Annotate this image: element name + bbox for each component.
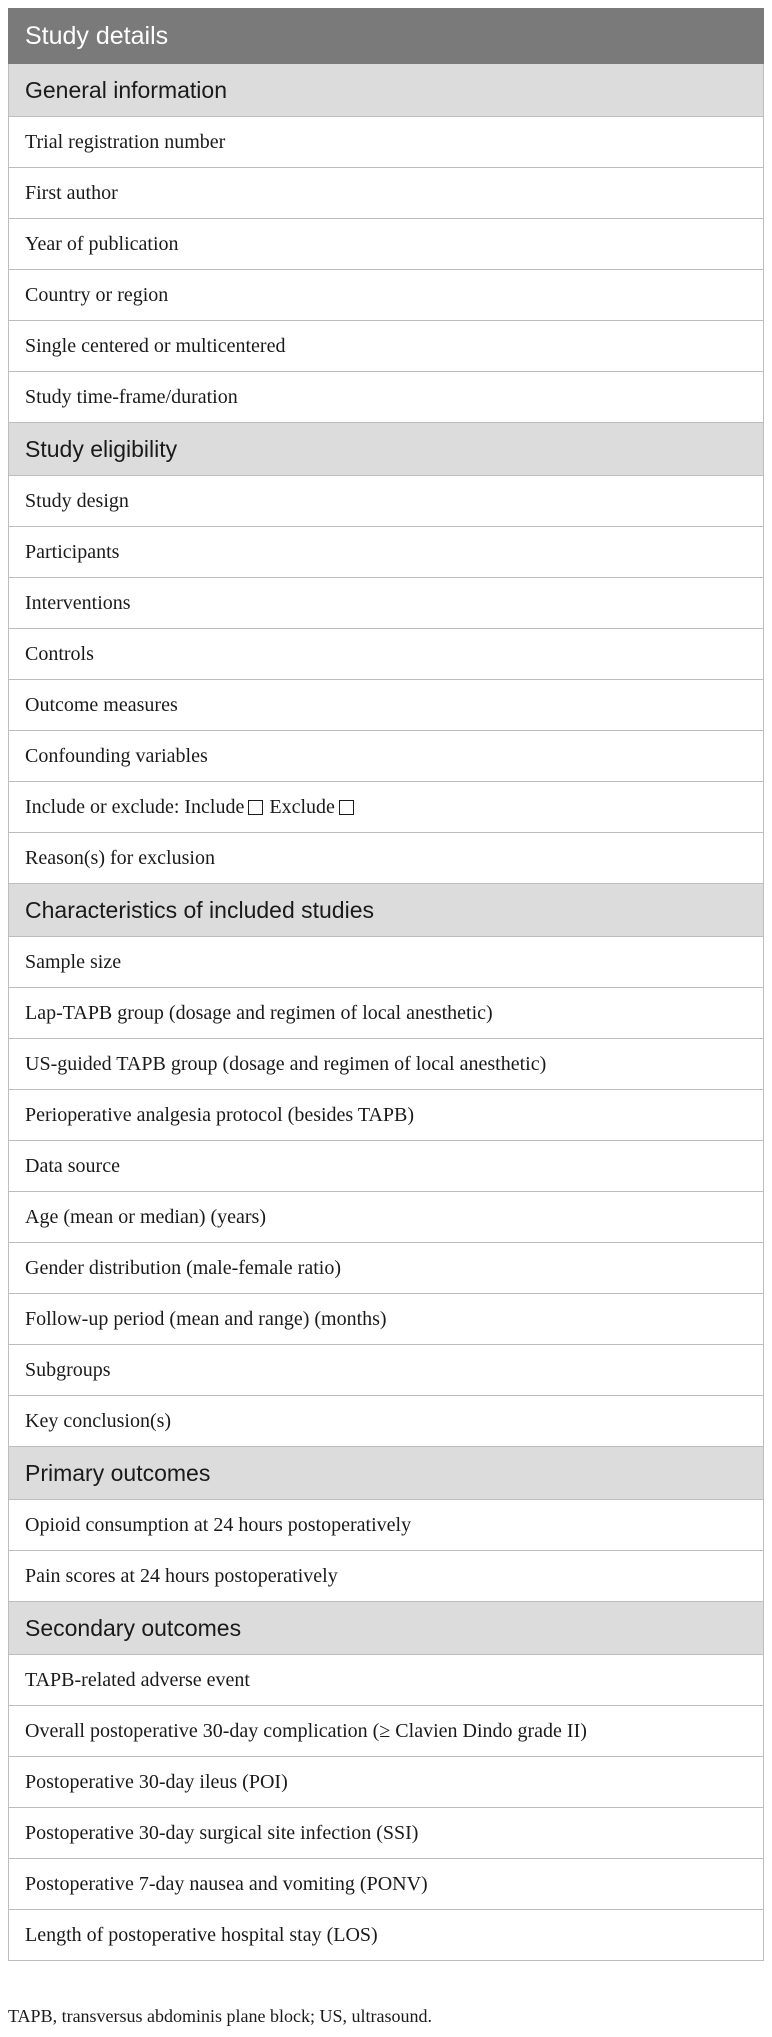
include-exclude-prefix: Include or exclude: <box>25 795 180 818</box>
item-label: Follow-up period (mean and range) (months) <box>9 1294 764 1345</box>
table-row <box>9 117 764 168</box>
table-row <box>9 1808 764 1859</box>
table-row <box>9 731 764 782</box>
item-label: First author <box>9 168 764 219</box>
section-heading: Characteristics of included studies <box>9 884 764 937</box>
table-footnote: TAPB, transversus abdominis plane block; US, ultrasound. <box>8 2006 433 2026</box>
table-row <box>9 833 764 884</box>
table-row <box>9 1859 764 1910</box>
table-title-row <box>9 9 764 64</box>
table-row <box>9 1500 764 1551</box>
item-label: TAPB-related adverse event <box>9 1655 764 1706</box>
table-row <box>9 1294 764 1345</box>
item-label: Outcome measures <box>9 680 764 731</box>
section-header-row <box>9 884 764 937</box>
item-label: Key conclusion(s) <box>9 1396 764 1447</box>
section-heading: Study eligibility <box>9 423 764 476</box>
item-label: Age (mean or median) (years) <box>9 1192 764 1243</box>
item-label: Sample size <box>9 937 764 988</box>
exclude-checkbox[interactable] <box>339 800 354 815</box>
exclude-label: Exclude <box>269 795 335 818</box>
item-label: Postoperative 30-day ileus (POI) <box>9 1757 764 1808</box>
item-label: Reason(s) for exclusion <box>9 833 764 884</box>
section-header-row <box>9 1602 764 1655</box>
table-row <box>9 168 764 219</box>
table-row <box>9 1345 764 1396</box>
table-row <box>9 937 764 988</box>
table-row <box>9 1090 764 1141</box>
table-row <box>9 629 764 680</box>
table-row <box>9 1192 764 1243</box>
include-exclude-row <box>9 782 764 833</box>
item-label: Postoperative 30-day surgical site infection (SSI) <box>9 1808 764 1859</box>
table-row <box>9 1243 764 1294</box>
item-label: Length of postoperative hospital stay (LOS) <box>9 1910 764 1961</box>
item-label: Single centered or multicentered <box>9 321 764 372</box>
item-label: Participants <box>9 527 764 578</box>
include-label: Include <box>184 795 245 818</box>
table-row <box>9 1910 764 1961</box>
item-label: Gender distribution (male-female ratio) <box>9 1243 764 1294</box>
table-title: Study details <box>9 9 764 64</box>
item-label: Pain scores at 24 hours postoperatively <box>9 1551 764 1602</box>
item-label: Opioid consumption at 24 hours postoperatively <box>9 1500 764 1551</box>
item-label: Controls <box>9 629 764 680</box>
item-label: Lap-TAPB group (dosage and regimen of local anesthetic) <box>9 988 764 1039</box>
item-label: Data source <box>9 1141 764 1192</box>
table-row <box>9 1757 764 1808</box>
item-label: Study time-frame/duration <box>9 372 764 423</box>
item-label: Country or region <box>9 270 764 321</box>
table-row <box>9 1039 764 1090</box>
table-row <box>9 219 764 270</box>
item-label: US-guided TAPB group (dosage and regimen of local anesthetic) <box>9 1039 764 1090</box>
table-row <box>9 578 764 629</box>
section-header-row <box>9 423 764 476</box>
item-label: Trial registration number <box>9 117 764 168</box>
study-details-table <box>8 8 764 1961</box>
item-label: Overall postoperative 30-day complication (≥ Clavien Dindo grade II) <box>9 1706 764 1757</box>
include-checkbox[interactable] <box>248 800 263 815</box>
table-row <box>9 680 764 731</box>
table-row <box>9 321 764 372</box>
section-header-row <box>9 1447 764 1500</box>
study-details-table-container <box>8 8 764 1961</box>
item-label: Interventions <box>9 578 764 629</box>
section-heading: General information <box>9 64 764 117</box>
table-row <box>9 1551 764 1602</box>
table-row <box>9 527 764 578</box>
item-label: Study design <box>9 476 764 527</box>
item-label: Subgroups <box>9 1345 764 1396</box>
item-label: Perioperative analgesia protocol (besides TAPB) <box>9 1090 764 1141</box>
table-row <box>9 1141 764 1192</box>
table-row <box>9 270 764 321</box>
table-row <box>9 372 764 423</box>
section-heading: Secondary outcomes <box>9 1602 764 1655</box>
section-heading: Primary outcomes <box>9 1447 764 1500</box>
section-header-row <box>9 64 764 117</box>
table-row <box>9 1706 764 1757</box>
table-row <box>9 476 764 527</box>
table-row <box>9 1655 764 1706</box>
include-exclude-cell <box>9 782 764 833</box>
item-label: Year of publication <box>9 219 764 270</box>
item-label: Postoperative 7-day nausea and vomiting (PONV) <box>9 1859 764 1910</box>
item-label: Confounding variables <box>9 731 764 782</box>
table-row <box>9 988 764 1039</box>
table-row <box>9 1396 764 1447</box>
